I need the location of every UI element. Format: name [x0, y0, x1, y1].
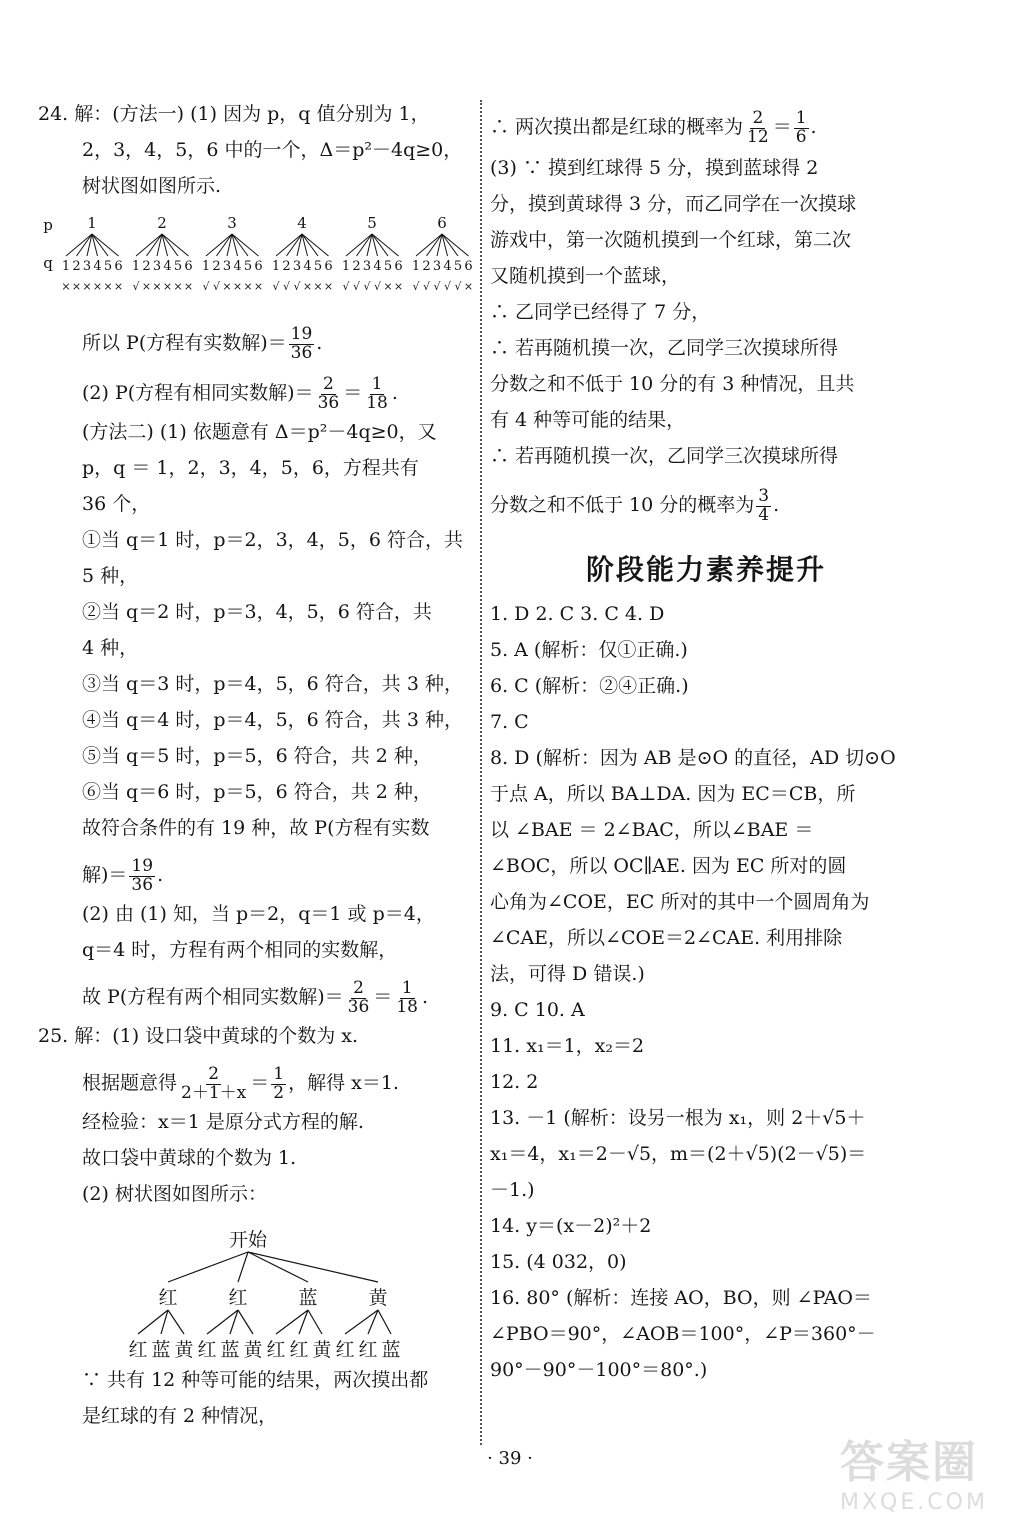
numerator: 2	[353, 977, 364, 998]
part2-line-2: q＝4 时，方程有两个相同的实数解，	[82, 939, 398, 961]
column-divider	[480, 100, 482, 1445]
tree-mark: ×	[383, 280, 393, 293]
tree-branch	[248, 1252, 308, 1282]
equals: ＝	[250, 1072, 270, 1094]
case-6: ⑥当 q＝6 时，p＝5，6 符合，共 2 种，	[82, 781, 432, 803]
tree-leaf: 6	[184, 259, 193, 274]
answer-16-line-1: 16. 80° (解析：连接 AO，BO，则 ∠PAO＝	[490, 1287, 872, 1309]
r-line-9: 有 4 种等可能的结果，	[490, 409, 686, 431]
summary-1: 故符合条件的有 19 种，故 P(方程有实数	[82, 817, 430, 839]
q25-line-3: 经检验：x＝1 是原分式方程的解.	[82, 1111, 364, 1133]
denominator: 36	[317, 392, 340, 413]
tree-leaf: 6	[254, 259, 263, 274]
tree-leaf-node: 黄	[174, 1339, 194, 1361]
tree-leaf: 3	[432, 259, 442, 274]
r-line-5: 又随机摸到一个蓝球，	[490, 265, 681, 287]
q25-line-1: 25. 解：(1) 设口袋中黄球的个数为 x.	[38, 1025, 359, 1047]
tree-branch	[308, 1310, 322, 1334]
answer-16-line-2: ∠PBO＝90°，∠AOB＝100°，∠P＝360°－	[490, 1323, 876, 1345]
tree-mark: ×	[393, 280, 404, 293]
part2-line-3-text: 故 P(方程有两个相同实数解)＝	[82, 986, 344, 1008]
tree-diagram-svg	[38, 208, 474, 318]
tree-leaf: 1	[61, 259, 71, 274]
tree-leaf-node: 红	[197, 1339, 217, 1361]
tree-mark: ×	[243, 280, 253, 293]
q24-line-3: 树状图如图所示.	[82, 175, 222, 197]
r-line-3: 分，摸到黄球得 3 分，而乙同学在一次摸球	[490, 193, 857, 215]
tree-leaf: 3	[292, 259, 302, 274]
tree-mark: √	[132, 280, 140, 293]
tree-level1-node: 蓝	[298, 1287, 318, 1309]
tree-top-node: 4	[297, 214, 307, 232]
fraction	[394, 977, 420, 1017]
tree-top-node: 2	[157, 214, 167, 232]
tree-leaf: 4	[303, 259, 312, 274]
denominator: 36	[347, 996, 370, 1017]
tree-mark: √	[373, 280, 382, 293]
numerator: 1	[401, 977, 413, 998]
tree-leaf: 6	[324, 259, 333, 274]
fraction	[179, 1063, 248, 1103]
answer-1-4: 1. D 2. C 3. C 4. D	[490, 603, 665, 625]
tree-leaf-node: 红	[289, 1339, 309, 1361]
denominator: 6	[795, 126, 807, 147]
ball-tree-svg	[38, 1216, 470, 1366]
tree-top-node: 1	[87, 214, 97, 232]
numerator: 2	[208, 1063, 220, 1084]
tree-leaf: 1	[131, 259, 141, 274]
part2-line-3: 故 P(方程有两个相同实数解)＝ $\frac{2}{36}$ ＝ $\frac{1}{18}$ .	[82, 977, 428, 1017]
tree-leaf: 4	[373, 259, 382, 274]
q24-line-5: (2) P(方程有相同实数解)＝ $\frac{2}{36}$ ＝ $\frac{1}{18}$ .	[82, 373, 398, 413]
fraction	[756, 485, 771, 525]
tree-mark: √	[293, 280, 301, 293]
denominator: 12	[747, 126, 769, 147]
answer-8-line-4: ∠BOC，所以 OC∥AE. 因为 EC 所对的圆	[490, 855, 847, 877]
tree-mark: ×	[61, 280, 71, 293]
q25-line-7: 是红球的有 2 种情况，	[82, 1405, 278, 1427]
r-line-10: ∴ 若再随机摸一次，乙同学三次摸球所得	[490, 445, 839, 467]
tree-mark: ×	[302, 280, 313, 293]
right-column	[490, 100, 922, 1392]
r-line-2: (3) ∵ 摸到红球得 5 分，摸到蓝球得 2	[490, 157, 819, 179]
tree-leaf-node: 蓝	[220, 1339, 240, 1361]
numerator: 2	[752, 107, 764, 128]
case-5: ⑤当 q＝5 时，p＝5，6 符合，共 2 种，	[82, 745, 432, 767]
page-number: · 39 ·	[487, 1448, 533, 1469]
watermark-logo	[840, 1426, 1000, 1526]
fraction	[316, 373, 342, 413]
tree-root-node: 开始	[228, 1229, 268, 1251]
tree-branch	[168, 1310, 184, 1334]
answer-13-line-1: 13. －1 (解析：设另一根为 x₁，则 2＋√5＋	[490, 1107, 866, 1129]
section-heading: 阶段能力素养提升	[585, 553, 826, 586]
tree-leaf-node: 红	[266, 1339, 286, 1361]
denominator: 4	[758, 504, 770, 525]
case-1b: 5 种，	[82, 565, 139, 587]
tree-branch	[207, 1310, 238, 1334]
denominator: 18	[366, 392, 388, 413]
tree-leaf: 1	[341, 259, 351, 274]
tree-mark: √	[212, 280, 221, 293]
tree-leaf: 2	[142, 259, 151, 274]
denominator: 2	[273, 1082, 285, 1103]
part2-line-1: (2) 由 (1) 知，当 p＝2，q＝1 或 p＝4，	[82, 903, 435, 925]
method2-line-3: 36 个，	[82, 493, 151, 515]
tree-mark: √	[202, 280, 210, 293]
tree-mark: ×	[183, 280, 194, 293]
tree-leaf: 4	[233, 259, 242, 274]
case-4: ④当 q＝4 时，p＝4，5，6 符合，共 3 种，	[82, 709, 463, 731]
tree-leaf: 5	[243, 259, 253, 274]
watermark-main-text: 答案圈	[840, 1437, 978, 1488]
answer-8-line-7: 法，可得 D 错误.)	[490, 963, 645, 985]
summary-2-text: 解)＝	[82, 864, 128, 886]
tree-leaf: 6	[394, 259, 403, 274]
tree-leaf: 2	[422, 259, 431, 274]
tree-top-node: 3	[227, 214, 237, 232]
q25-line-2	[38, 1058, 470, 1108]
tree-leaf: 3	[152, 259, 162, 274]
tree-leaf-node: 红	[358, 1339, 378, 1361]
tree-mark: ×	[232, 280, 243, 293]
numerator: 1	[273, 1063, 285, 1084]
tree-mark: √	[412, 280, 420, 293]
tree-mark: ×	[253, 280, 264, 293]
q-label: q	[43, 254, 53, 272]
tree-mark: √	[443, 280, 452, 293]
fraction	[129, 855, 155, 895]
answer-8-line-5: 心角为∠COE，EC 所对的其中一个圆周角为	[490, 891, 870, 913]
answer-14: 14. y＝(x－2)²＋2	[490, 1215, 652, 1237]
answer-16-line-3: 90°－90°－100°＝80°.)	[490, 1359, 708, 1381]
method2-line-2: p，q ＝ 1，2，3，4，5，6，方程共有	[82, 457, 419, 479]
tree-mark: ×	[92, 280, 103, 293]
left-column	[38, 100, 474, 1438]
numerator: 1	[795, 107, 807, 128]
r-line-8: 分数之和不低于 10 分的有 3 种情况，且共	[490, 373, 855, 395]
q25-tree-diagram	[38, 1216, 470, 1366]
watermark-sub-text: MXQE.COM	[840, 1490, 988, 1515]
tree-mark: √	[454, 280, 462, 293]
numerator: 2	[322, 373, 334, 394]
q24-line-2: 2，3，4，5，6 中的一个，Δ＝p²－4q≥0，	[82, 139, 463, 161]
tree-level1-node: 黄	[368, 1287, 388, 1309]
q24-line-4: 所以 P(方程有实数解)＝ $\frac{19}{36}$ .	[82, 323, 323, 363]
r-line-7: ∴ 若再随机摸一次，乙同学三次摸球所得	[490, 337, 839, 359]
tree-leaf: 2	[212, 259, 221, 274]
tree-level1-node: 红	[228, 1287, 248, 1309]
method2-line-1: (方法二) (1) 依题意有 Δ＝p²－4q≥0，又	[82, 421, 437, 443]
tree-mark: ×	[323, 280, 334, 293]
tree-leaf: 4	[93, 259, 102, 274]
fraction	[364, 373, 390, 413]
tree-mark: √	[422, 280, 431, 293]
denominator: 36	[131, 874, 154, 895]
tree-leaf: 4	[163, 259, 172, 274]
tree-branch	[378, 1310, 391, 1334]
tree-mark: ×	[313, 280, 323, 293]
fraction	[794, 107, 809, 147]
answer-6: 6. C (解析：②④正确.)	[490, 675, 689, 697]
equals: ＝	[343, 382, 363, 404]
tree-leaf-node: 红	[128, 1339, 148, 1361]
tree-leaf: 5	[103, 259, 113, 274]
answer-12: 12. 2	[490, 1071, 539, 1093]
denominator: 36	[290, 342, 313, 363]
tree-leaf-node: 黄	[312, 1339, 332, 1361]
r-line-1-text: ∴ 两次摸出都是红球的概率为	[490, 116, 744, 138]
tree-mark: √	[352, 280, 361, 293]
tree-leaf: 4	[443, 259, 452, 274]
tree-leaf: 5	[173, 259, 183, 274]
tree-leaf: 2	[282, 259, 291, 274]
tree-leaf: 1	[201, 259, 211, 274]
tree-mark: ×	[71, 280, 82, 293]
tree-top-node: 5	[367, 214, 377, 232]
r-line-11-text: 分数之和不低于 10 分的概率为	[490, 494, 755, 516]
tree-branch	[168, 1252, 248, 1282]
p-label: p	[43, 216, 53, 234]
tree-leaf: 6	[114, 259, 123, 274]
q25-line-5: (2) 树状图如图所示：	[82, 1183, 267, 1205]
tree-mark: ×	[162, 280, 173, 293]
answer-13-line-2: x₁＝4，x₁＝2－√5，m＝(2＋√5)(2－√5)＝	[490, 1143, 867, 1165]
tree-leaf: 5	[313, 259, 323, 274]
answer-8-line-6: ∠CAE，所以∠COE＝2∠CAE. 利用排除	[490, 927, 843, 949]
numerator: 19	[131, 855, 154, 876]
r-line-1: ∴ 两次摸出都是红球的概率为 $\frac{2}{12}$ ＝ $\frac{1}{6}$ .	[490, 107, 817, 147]
answer-9-10: 9. C 10. A	[490, 999, 585, 1021]
tree-leaf-node: 蓝	[381, 1339, 401, 1361]
r-line-6: ∴ 乙同学已经得了 7 分，	[490, 301, 711, 323]
tree-branch	[238, 1252, 248, 1282]
q25-line-2-text: 根据题意得	[82, 1072, 178, 1094]
answer-8-line-3: 以 ∠BAE ＝ 2∠BAC，所以∠BAE ＝	[490, 819, 814, 841]
tree-leaf-node: 蓝	[151, 1339, 171, 1361]
numerator: 1	[371, 373, 383, 394]
q24-tree-diagram	[38, 208, 474, 318]
answer-13-line-3: －1.)	[490, 1179, 535, 1201]
q24-line-5-text: (2) P(方程有相同实数解)＝	[82, 382, 314, 404]
r-line-11: 分数之和不低于 10 分的概率为 $\frac{3}{4}$ .	[490, 485, 780, 525]
tree-leaf: 1	[271, 259, 281, 274]
tree-leaf: 2	[352, 259, 361, 274]
tree-leaf: 5	[383, 259, 393, 274]
answer-8-line-2: 于点 A，所以 BA⊥DA. 因为 EC＝CB，所	[490, 783, 856, 805]
tree-mark: √	[272, 280, 280, 293]
tree-branch	[238, 1310, 253, 1334]
tree-mark: √	[433, 280, 441, 293]
tree-top-node: 6	[437, 214, 447, 232]
tree-leaf-node: 红	[335, 1339, 355, 1361]
tree-leaf: 5	[453, 259, 463, 274]
fraction	[346, 977, 372, 1017]
tree-leaf-node: 黄	[243, 1339, 263, 1361]
r-line-4: 游戏中，第一次随机摸到一个红球，第二次	[490, 229, 852, 251]
tree-branch	[161, 1310, 168, 1334]
tree-branch	[138, 1310, 168, 1334]
tree-leaf: 3	[362, 259, 372, 274]
tree-mark: √	[363, 280, 371, 293]
tree-mark: ×	[222, 280, 232, 293]
tree-mark: ×	[103, 280, 113, 293]
fraction	[289, 323, 315, 363]
answer-15: 15. (4 032，0)	[490, 1251, 627, 1273]
summary-2: 解)＝ $\frac{19}{36}$ .	[82, 855, 164, 895]
tree-leaf: 6	[464, 259, 473, 274]
tree-mark: ×	[152, 280, 162, 293]
case-2b: 4 种，	[82, 637, 139, 659]
tree-mark: ×	[141, 280, 152, 293]
numerator: 3	[758, 485, 770, 506]
q24-line-4-text: 所以 P(方程有实数解)＝	[82, 332, 287, 354]
fraction	[271, 1063, 286, 1103]
answer-7: 7. C	[490, 711, 529, 733]
answer-5: 5. A (解析：仅①正确.)	[490, 639, 688, 661]
answer-8-line-1: 8. D (解析：因为 AB 是⊙O 的直径，AD 切⊙O	[490, 747, 896, 769]
tree-leaf: 1	[411, 259, 421, 274]
q25-line-6: ∵ 共有 12 种等可能的结果，两次摸出都	[82, 1369, 429, 1391]
q25-line-2-post: ，解得 x＝1.	[288, 1072, 399, 1094]
tree-leaf: 2	[72, 259, 81, 274]
tree-mark: √	[342, 280, 350, 293]
q25-line-4: 故口袋中黄球的个数为 1.	[82, 1147, 297, 1169]
tree-leaf: 3	[82, 259, 92, 274]
tree-leaf: 3	[222, 259, 232, 274]
denominator: 2＋1＋x	[181, 1082, 247, 1103]
tree-mark: ×	[173, 280, 183, 293]
case-3: ③当 q＝3 时，p＝4，5，6 符合，共 3 种，	[82, 673, 463, 695]
fraction	[745, 107, 771, 147]
tree-branch	[248, 1252, 378, 1282]
tree-mark: ×	[113, 280, 124, 293]
tree-mark: √	[282, 280, 291, 293]
denominator: 18	[396, 996, 418, 1017]
case-1a: ①当 q＝1 时，p＝2，3，4，5，6 符合，共	[82, 529, 463, 551]
tree-mark: ×	[82, 280, 92, 293]
answer-11: 11. x₁＝1，x₂＝2	[490, 1035, 645, 1057]
tree-mark: ×	[463, 280, 474, 293]
case-2a: ②当 q＝2 时，p＝3，4，5，6 符合，共	[82, 601, 432, 623]
tree-level1-node: 红	[158, 1287, 178, 1309]
numerator: 19	[290, 323, 313, 344]
q24-line-1: 24. 解：(方法一) (1) 因为 p，q 值分别为 1，	[38, 103, 430, 125]
